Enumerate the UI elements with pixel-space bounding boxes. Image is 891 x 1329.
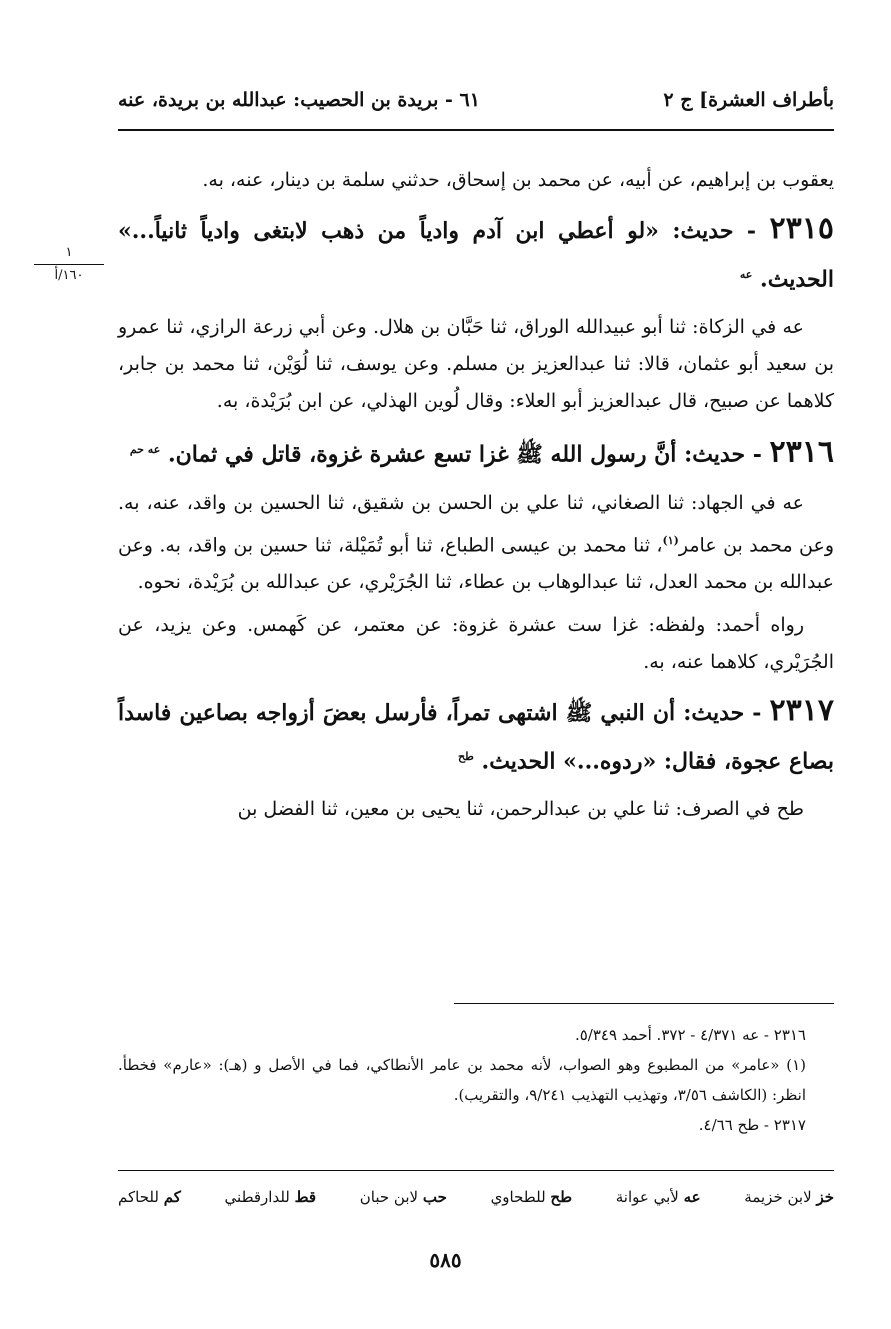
header-chapter: ٦١ - بريدة بن الحصيب: عبدالله بن بريدة، عنه — [118, 89, 480, 111]
folio-top: ١ — [65, 245, 73, 260]
hadith-2317 — [118, 689, 834, 783]
hadith-2316 — [118, 428, 834, 476]
hadith-number: ٢٣١٦ — [769, 434, 834, 470]
source-sigla: عه — [739, 268, 753, 281]
footnotes — [118, 1020, 834, 1140]
footnote-1: (١) «عامر» من المطبوع وهو الصواب، لأنه محمد بن عامر الأنطاكي، فما في الأصل و (هـ): «عارم» فخطأ. انظر: (الكاشف ٣/٥٦، وتهذيب التهذيب ٩/٢٤١، والتقريب). — [118, 1056, 807, 1104]
paragraph-3 — [118, 485, 834, 601]
abbreviation-rule — [118, 1170, 834, 1171]
hadith-text: - حديث: أنَّ رسول الله ﷺ غزا تسع عشرة غزوة، قاتل في ثمان. — [167, 441, 762, 468]
hadith-text: - حديث: «لو أعطي ابن آدم وادياً من ذهب لابتغى وادياً ثانياً...» الحديث. — [118, 218, 834, 293]
abbrev-item: كم للحاكم — [118, 1188, 181, 1206]
abbrev-item: طح للطحاوي — [490, 1188, 573, 1206]
running-header — [118, 80, 834, 120]
footnote-rule — [454, 1003, 834, 1004]
paragraph-4: رواه أحمد: ولفظه: غزا ست عشرة غزوة: عن معتمر، عن كَهمس. وعن يزيد، عن الجُرَيْري، كلاهما عنه، به. — [118, 613, 834, 673]
footnote-2316: ٢٣١٦ - عه ٤/٣٧١ - ٣٧٢. أحمد ٥/٣٤٩. — [574, 1026, 806, 1044]
source-sigla: طح — [458, 749, 474, 763]
paragraph-5: طح في الصرف: ثنا علي بن عبدالرحمن، ثنا يحيى بن معين، ثنا الفضل بن — [237, 798, 804, 821]
abbrev-item: حب لابن حبان — [359, 1188, 447, 1206]
hadith-number: ٢٣١٥ — [769, 211, 834, 246]
source-sigla: عه حم — [129, 443, 161, 457]
hadith-2315 — [118, 207, 834, 301]
footnote-2317: ٢٣١٧ - طح ٤/٦٦. — [698, 1116, 806, 1134]
folio-bottom: ١٦٠/أ — [54, 268, 84, 283]
paragraph-2: عه في الزكاة: ثنا أبو عبيدالله الوراق، ثنا حَبَّان بن هلال. وعن أبي زرعة الرازي، ثنا عمرو بن سعيد أبو عثمان، قالا: ثنا عبدالعزيز بن مسلم. وعن يوسف، ثنا لُوَيْن، ثنا محمد بن جابر، كلاهما عن صبيح، قال عبدالعزيز أبو العلاء: وقال لُوين الهذلي، عن ابن بُرَيْدة، به. — [118, 316, 834, 413]
folio-divider — [34, 264, 104, 265]
header-rule — [118, 129, 834, 131]
hadith-text: - حديث: أن النبي ﷺ اشتهى تمراً، فأرسل بعضَ أزواجه بصاعين فاسداً بصاع عجوة، فقال: «ردوه...» الحديث. — [118, 699, 834, 775]
header-volume: بأطراف العشرة] ج ٢ — [663, 89, 834, 111]
paragraph-3-rest: ، ثنا محمد بن عيسى الطباع، ثنا أبو تُمَيْلة، ثنا حسين بن واقد، به. وعن عبدالله بن محمد العدل، ثنا عبدالوهاب بن عطاء، ثنا الجُرَيْري، عن عبدالله بن بُرَيْدة، نحوه. — [118, 533, 834, 593]
hadith-number: ٢٣١٧ — [769, 692, 834, 728]
main-text — [118, 162, 834, 834]
paragraph-1: يعقوب بن إبراهيم، عن أبيه، عن محمد بن إسحاق، حدثني سلمة بن دينار، عنه، به. — [202, 169, 834, 191]
manuscript-folio-note — [34, 244, 104, 285]
abbrev-item: عه لأبي عوانة — [615, 1188, 701, 1206]
footnote-ref: (١) — [662, 533, 679, 547]
abbreviation-key — [118, 1188, 834, 1206]
abbrev-item: خز لابن خزيمة — [744, 1188, 834, 1206]
page-number: ٥٨٥ — [429, 1248, 462, 1272]
paragraph-3-text: عه في الجهاد: ثنا الصغاني، ثنا علي بن الحسن بن شقيق، ثنا الحسين بن واقد، عنه، به. وعن محمد بن عامر — [118, 491, 834, 556]
abbrev-item: قط للدارقطني — [224, 1188, 317, 1206]
